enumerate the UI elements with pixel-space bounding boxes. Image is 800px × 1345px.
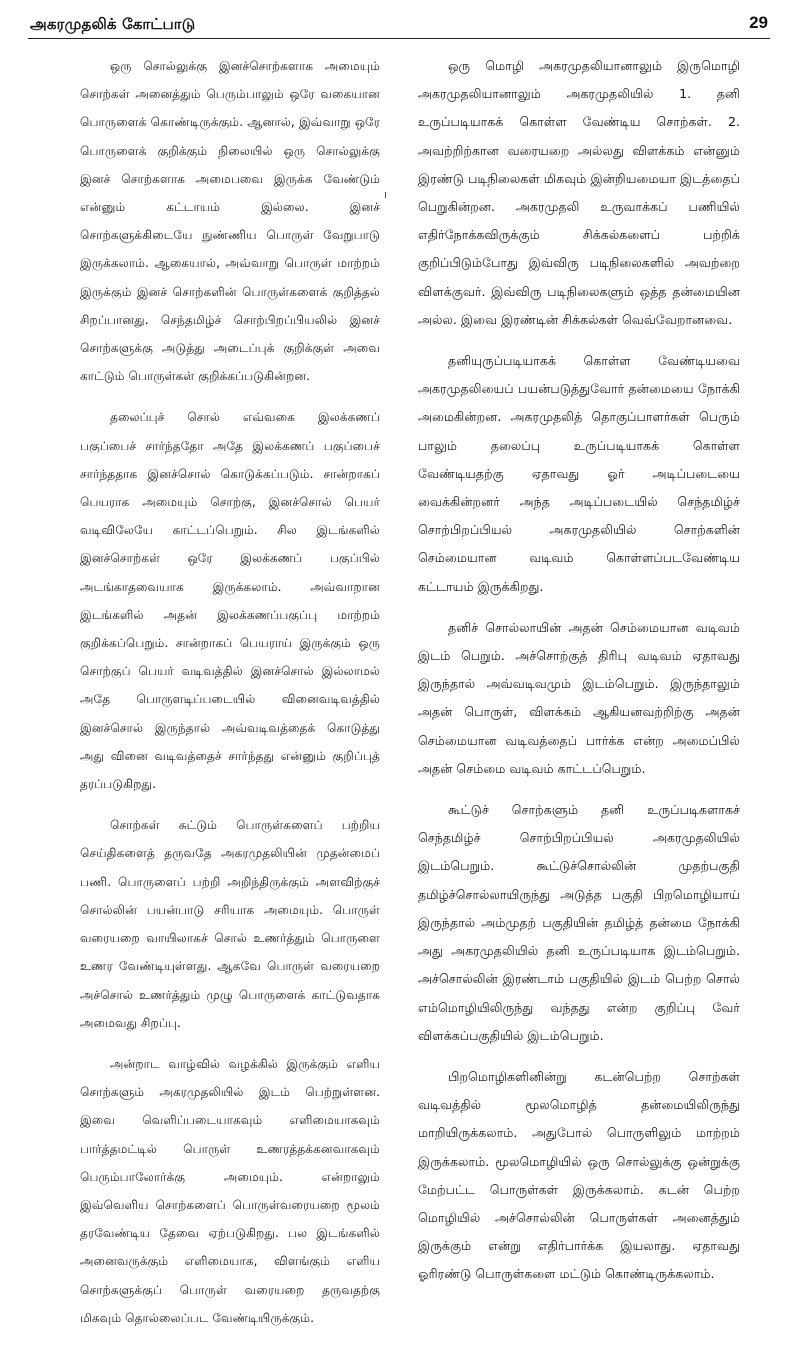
paragraph: ஒரு மொழி அகரமுதலியானாலும் இருமொழி அகரமுதலியானாலும் அகரமுதலியில் 1. தனி உருப்படியாகக் கொள்ள வேண்டிய சொற்கள். 2. அவற்றிற்கான வரையறை அல்லது விளக்கம் என்னும் இரண்டு படிநிலைகள் மிகவும் இன்றியமையா இடத்தைப் பெறுகின்றன. அகரமுதலி உருவாக்கப் பணியில் எதிர்நோக்கவிருக்கும் சிக்கல்களைப் பற்றிக் குறிப்பிடும்போது இவ்விரு படிநிலைகளில் அவற்றை விளக்குவர். இவ்விரு படிநிலைகளும் ஒத்த தன்மையின அல்ல. இவை இரண்டின் சிக்கல்கள் வெவ்வேறானவை. <box>418 58 740 327</box>
paragraph: ஒரு சொல்லுக்கு இனச்சொற்களாக அமையும் சொற்கள் அனைத்தும் பெரும்பாலும் ஒரே வகையான பொருளைக் கொண்டிருக்கும். ஆனால், இவ்வாறு ஒரே பொருளைக் குறிக்கும் நிலையில் ஒரு சொல்லுக்கு இனச் சொற்களாக அமைபவை இருக்க வேண்டும் என்னும் கட்டாயம் இல்லை. இனச் சொற்களுக்கிடையே நுண்ணிய பொருள் வேறுபாடு இருக்கலாம். ஆகையால், அவ்வாறு பொருள் மாற்றம் இருக்கும் இனச் சொற்களின் பொருள்களைக் குறித்தல் சிறப்பானது. செந்தமிழ்ச் சொற்பிறப்பியலில் இனச் சொற்களுக்கு அடுத்து அடைப்புக் குறிக்குள் அவை காட்டும் பொருள்கள் குறிக்கப்படுகின்றன. <box>80 59 380 384</box>
paragraph: தனியுருப்படியாகக் கொள்ள வேண்டியவை அகரமுதலியைப் பயன்படுத்துவோர் தன்மையை நோக்கி அமைகின்றன. அகரமுதலித் தொகுப்பாளர்கள் பெரும் பாலும் தலைப்பு உருப்படியாகக் கொள்ள வேண்டியதற்கு ஏதாவது ஓர் அடிப்படையை வைக்கின்றனர் அந்த அடிப்படையில் செந்தமிழ்ச் சொற்பிறப்பியல் அகரமுதலியில் சொற்களின் செம்மையான வடிவம் கொள்ளப்படவேண்டிய கட்டாயம் இருக்கிறது. <box>418 353 740 594</box>
stray-print-mark: ı <box>384 188 388 201</box>
paragraph: அன்றாட வாழ்வில் வழக்கில் இருக்கும் எளிய சொற்களும் அகரமுதலியில் இடம் பெற்றுள்ளன. இவை வெளிப்படையாகவும் எளிமையாகவும் பார்த்தமட்டில் பொருள் உணரத்தக்கனவாகவும் பெரும்பாலோர்க்கு அமையும். என்றாலும் இவ்வெளிய சொற்களைப் பொருள்வரையறை மூலம் தரவேண்டிய தேவை ஏற்படுகிறது. பல இடங்களில் அனைவருக்கும் எளிமையாக, விளங்கும் எளிய சொற்களுக்குப் பொருள் வரையறை தருவதற்கு மிகவும் தொல்லைப்பட வேண்டியிருக்கும். <box>80 1056 380 1325</box>
paragraph: கூட்டுச் சொற்களும் தனி உருப்படிகளாகச் செந்தமிழ்ச் சொற்பிறப்பியல் அகரமுதலியில் இடம்பெறும். கூட்டுச்சொல்லின் முதற்பகுதி தமிழ்ச்சொல்லாயிருந்து அடுத்த பகுதி பிறமொழியாய் இருந்தால் அம்முதற் பகுதியின் தமிழ்த் தன்மை நோக்கி அது அகரமுதலியில் தனி உருப்படியாக இடம்பெறும். அச்சொல்லின் இரண்டாம் பகுதியில் இடம் பெற்ற சொல் எம்மொழியிலிருந்து வந்தது என்ற குறிப்பு வேர் விளக்கப்பகுதியில் இடம்பெறும். <box>418 802 740 1043</box>
paragraph: தலைப்புச் சொல் எவ்வகை இலக்கணப் பகுப்பைச் சார்ந்ததோ அதே இலக்கணப் பகுப்பைச் சார்ந்ததாக இனச்சொல் கொடுக்கப்படும். சான்றாகப் பெயராக அமையும் சொற்கு, இனச்சொல் பெயர் வடிவிலேயே காட்டப்பெறும். சில இடங்களில் இனச்சொற்கள் ஒரே இலக்கணப் பகுப்பில் அடங்காதவையாக இருக்கலாம். அவ்வாறான இடங்களில் அதன் இலக்கணப்பகுப்பு மாற்றம் குறிக்கப்பெறும். சான்றாகப் பெயராய் இருக்கும் ஒரு சொற்குப் பெயர் வடிவத்தில் இனச்சொல் இல்லாமல் அதே பொருளடிப்படையில் வினைவடிவத்தில் இனச்சொல் இருந்தால் அவ்வடிவத்தைக் கொடுத்து அது வினை வடிவத்தைச் சார்ந்தது என்னும் குறிப்புத் தரப்படுகிறது. <box>80 410 380 792</box>
paragraph: தனிச் சொல்லாயின் அதன் செம்மையான வடிவம் இடம் பெறும். அச்சொற்குத் திரிபு வடிவம் ஏதாவது இருந்தால் அவ்வடிவமும் இடம்பெறும். இருந்தாலும் அதன் பொருள், விளக்கம் ஆகியனவற்றிற்கு அதன் செம்மையான வடிவத்தைப் பார்க்க என்ற அமைப்பில் அதன் செம்மை வடிவம் காட்டப்பெறும். <box>418 619 740 776</box>
left-column <box>80 52 380 1345</box>
running-header-title: அகரமுதலிக் கோட்பாடு <box>30 15 196 33</box>
paragraph: பிறமொழிகளினின்று கடன்பெற்ற சொற்கள் வடிவத்தில் மூலமொழித் தன்மையிலிருந்து மாறியிருக்கலாம். அதுபோல் பொருளிலும் மாற்றம் இருக்கலாம். மூலமொழியில் ஒரு சொல்லுக்கு ஒன்றுக்கு மேற்பட்ட பொருள்கள் இருக்கலாம். கடன் பெற்ற மொழியில் அச்சொல்லின் பொருள்கள் அனைத்தும் இருக்கும் என்று எதிர்பார்க்க இயலாது. ஏதாவது ஓரிரண்டு பொருள்களை மட்டும் கொண்டிருக்கலாம். <box>418 1068 740 1282</box>
running-header <box>28 12 770 39</box>
page-number: 29 <box>749 13 768 32</box>
right-column <box>418 52 740 1302</box>
paragraph: சொற்கள் சுட்டும் பொருள்களைப் பற்றிய செய்திகளைத் தருவதே அகரமுதலியின் முதன்மைப் பணி. பொருளைப் பற்றி அறிந்திருக்கும் அளவிற்குச் சொல்லின் பயன்பாடு சரியாக அமையும். பொருள் வரையறை வாயிலாகச் சொல் உணர்த்தும் பொருளை உணர வேண்டியுள்ளது. ஆகவே பொருள் வரையறை அச்சொல் உணர்த்தும் முழு பொருளைக் காட்டுவதாக அமைவது சிறப்பு. <box>80 818 380 1030</box>
